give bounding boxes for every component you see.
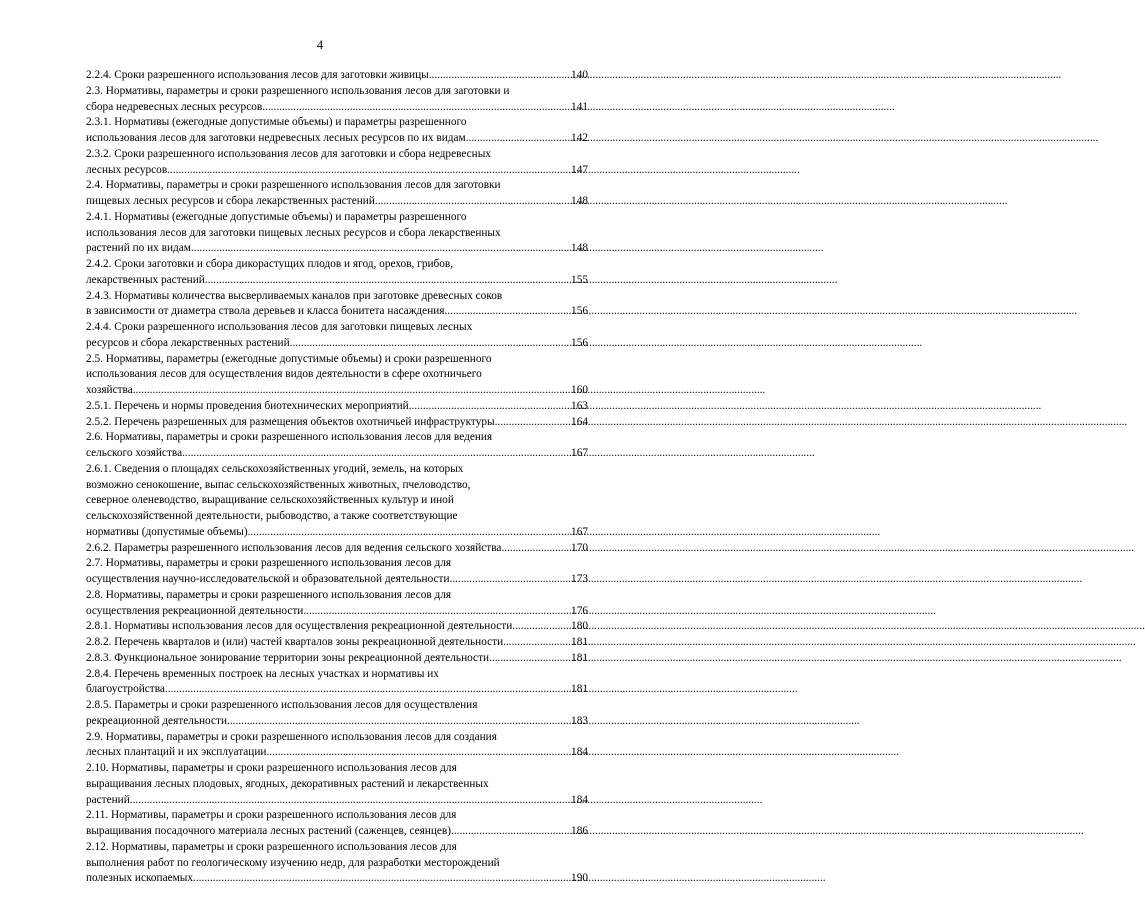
toc-entry xyxy=(86,588,588,620)
dot-leader xyxy=(193,871,571,887)
toc-entry-text-line: осуществления рекреационной деятельности xyxy=(86,604,304,617)
toc-page-number: 181 xyxy=(571,683,588,696)
dot-leader xyxy=(262,100,571,116)
toc-entry xyxy=(86,320,588,352)
toc-entry-final-line xyxy=(86,415,588,431)
toc-entry-final-line xyxy=(86,399,588,415)
toc-entry-final-line xyxy=(86,619,588,635)
toc-entry-text-line: выполнения работ по геологическому изучению недр, для разработки месторождений xyxy=(86,856,500,869)
toc-entry-final-line xyxy=(86,745,588,761)
dot-leader xyxy=(512,619,571,635)
toc-entry-text-line: ресурсов и сбора лекарственных растений xyxy=(86,336,290,349)
table-of-contents xyxy=(86,68,588,887)
toc-page-number: 155 xyxy=(571,273,588,286)
toc-entry-text-line: 2.10. Нормативы, параметры и сроки разрешенного использования лесов для xyxy=(86,762,457,774)
toc-entry-text-line: 2.12. Нормативы, параметры и сроки разрешенного использования лесов для xyxy=(86,840,457,853)
dot-leader xyxy=(266,745,571,761)
dot-leader xyxy=(409,399,571,415)
dot-leader xyxy=(451,824,571,840)
toc-page-number: 160 xyxy=(571,384,588,396)
dot-leader xyxy=(429,68,571,84)
toc-entry-text-line: выращивания посадочного материала лесных растений (саженцев, сеянцев) xyxy=(86,825,452,837)
toc-page-number: 148 xyxy=(571,195,588,207)
toc-entry-text-line: лекарственных растений xyxy=(86,273,205,286)
page-number: 4 xyxy=(316,38,324,52)
toc-entry-text-line: 2.4.2. Сроки заготовки и сбора дикорастущих плодов и ягод, орехов, грибов, xyxy=(86,258,454,270)
toc-entry-text-line: пищевых лесных ресурсов и сбора лекарственных растений xyxy=(86,195,375,207)
toc-entry-text-line: сельскохозяйственной деятельности, рыбоводство, а также соответствующие xyxy=(86,510,458,522)
toc-entry xyxy=(86,352,588,399)
toc-entry xyxy=(86,667,588,699)
toc-page-number: 167 xyxy=(571,447,588,459)
toc-entry-final-line xyxy=(86,793,588,809)
toc-page-number: 184 xyxy=(571,793,588,806)
toc-page-number: 176 xyxy=(571,604,588,617)
toc-entry-text-line: 2.3. Нормативы, параметры и сроки разрешенного использования лесов для заготовки и xyxy=(86,84,510,97)
toc-page-number: 181 xyxy=(571,651,588,664)
toc-page-number: 167 xyxy=(571,525,588,538)
toc-page-number: 181 xyxy=(571,636,588,648)
toc-entry xyxy=(86,84,588,116)
toc-entry-text-line: 2.3.2. Сроки разрешенного использования лесов для заготовки и сбора недревесных xyxy=(86,147,491,160)
toc-entry-text-line: растений по их видам xyxy=(86,242,191,255)
toc-entry-text-line: хозяйства xyxy=(86,384,133,396)
toc-entry xyxy=(86,840,588,887)
toc-page-number: 164 xyxy=(571,415,588,428)
toc-entry-text-line: лесных плантаций и их эксплуатации xyxy=(86,746,267,759)
toc-entry xyxy=(86,178,588,210)
toc-entry-text-line: 2.6. Нормативы, параметры и сроки разрешенного использования лесов для ведения xyxy=(86,431,493,444)
dot-leader xyxy=(133,383,571,399)
toc-entry-final-line xyxy=(86,871,588,887)
toc-entry-final-line xyxy=(86,635,588,651)
toc-entry-final-line xyxy=(86,383,588,399)
toc-entry xyxy=(86,651,588,667)
toc-entry-text-line: 2.4.4. Сроки разрешенного использования лесов для заготовки пищевых лесных xyxy=(86,321,473,333)
dot-leader xyxy=(191,241,571,257)
toc-page-number: 141 xyxy=(571,100,588,113)
toc-entry xyxy=(86,698,588,730)
toc-entry xyxy=(86,541,588,557)
dot-leader xyxy=(165,682,571,698)
dot-leader xyxy=(466,131,571,147)
toc-entry-text-line: 2.8.5. Параметры и сроки разрешенного использования лесов для осуществления xyxy=(86,699,478,711)
toc-entry xyxy=(86,399,588,415)
toc-page-number: 148 xyxy=(571,242,588,255)
toc-entry-text-line: в зависимости от диаметра ствола деревьев и класса бонитета насаждения xyxy=(86,305,445,318)
toc-entry-text-line: 2.9. Нормативы, параметры и сроки разрешенного использования лесов для создания xyxy=(86,730,497,743)
toc-entry xyxy=(86,115,588,147)
toc-entry-text-line: 2.6.2. Параметры разрешенного использования лесов для ведения сельского хозяйства xyxy=(86,541,502,554)
dot-leader xyxy=(489,651,571,667)
toc-entry-text-line: 2.8.1. Нормативы использования лесов для осуществления рекреационной деятельности xyxy=(86,620,513,633)
dot-leader xyxy=(495,415,571,431)
toc-entry-final-line xyxy=(86,604,588,620)
toc-entry-text-line: 2.7. Нормативы, параметры и сроки разрешенного использования лесов для xyxy=(86,557,452,570)
toc-entry-text-line: 2.8. Нормативы, параметры и сроки разрешенного использования лесов для xyxy=(86,588,452,601)
dot-leader xyxy=(248,525,571,541)
dot-leader xyxy=(303,604,571,620)
dot-leader xyxy=(167,163,571,179)
toc-entry-text-line: полезных ископаемых xyxy=(86,872,193,885)
toc-entry-text-line: 2.2.4. Сроки разрешенного использования лесов для заготовки живицы xyxy=(86,69,429,81)
toc-page-number: 186 xyxy=(571,825,588,837)
toc-page-number: 170 xyxy=(571,541,588,554)
toc-entry-text-line: возможно сенокошение, выпас сельскохозяйственных животных, пчеловодство, xyxy=(86,478,471,491)
dot-leader xyxy=(130,793,571,809)
dot-leader xyxy=(444,304,571,320)
toc-entry-text-line: 2.4. Нормативы, параметры и сроки разрешенного использования лесов для заготовки xyxy=(86,179,501,192)
toc-page-number: 190 xyxy=(571,872,588,885)
toc-entry-text-line: лесных ресурсов xyxy=(86,163,168,176)
toc-entry xyxy=(86,635,588,651)
toc-entry-text-line: нормативы (допустимые объемы) xyxy=(86,525,248,538)
toc-entry xyxy=(86,210,588,257)
toc-entry-final-line xyxy=(86,194,588,210)
toc-entry xyxy=(86,430,588,462)
toc-entry-text-line: благоустройства xyxy=(86,683,165,696)
toc-entry-text-line: 2.5.2. Перечень разрешенных для размещения объектов охотничьей инфраструктуры xyxy=(86,415,495,428)
toc-page-number: 173 xyxy=(571,573,588,585)
dot-leader xyxy=(290,336,571,352)
toc-entry-text-line: 2.8.4. Перечень временных построек на лесных участках и нормативы их xyxy=(86,667,439,680)
toc-page-number: 183 xyxy=(571,714,588,727)
toc-entry-final-line xyxy=(86,525,588,541)
toc-entry-final-line xyxy=(86,304,588,320)
toc-page-number: 147 xyxy=(571,163,588,176)
toc-entry-text-line: 2.11. Нормативы, параметры и сроки разрешенного использования лесов для xyxy=(86,809,457,822)
dot-leader xyxy=(205,273,571,289)
toc-entry-final-line xyxy=(86,572,588,588)
toc-entry-text-line: 2.5. Нормативы, параметры (ежегодные допустимые объемы) и сроки разрешенного xyxy=(86,352,492,365)
dot-leader xyxy=(227,714,571,730)
toc-entry xyxy=(86,68,588,84)
dot-leader xyxy=(450,572,572,588)
toc-entry-text-line: 2.8.2. Перечень кварталов и (или) частей кварталов зоны рекреационной деятельности xyxy=(86,636,504,648)
toc-entry-text-line: использования лесов для заготовки недревесных лесных ресурсов по их видам xyxy=(86,132,466,144)
toc-entry-final-line xyxy=(86,100,588,116)
toc-entry-final-line xyxy=(86,336,588,352)
dot-leader xyxy=(503,635,571,651)
toc-entry-final-line xyxy=(86,273,588,289)
toc-entry-final-line xyxy=(86,68,588,84)
toc-entry xyxy=(86,619,588,635)
toc-page-number: 156 xyxy=(571,305,588,318)
toc-entry-text-line: выращивания лесных плодовых, ягодных, декоративных растений и лекарственных xyxy=(86,777,489,790)
toc-entry-text-line: растений xyxy=(86,793,130,806)
toc-entry-text-line: северное оленеводство, выращивание сельскохозяйственных культур и иной xyxy=(86,494,454,507)
toc-entry-text-line: 2.5.1. Перечень и нормы проведения биотехнических мероприятий xyxy=(86,399,409,412)
toc-entry-text-line: 2.6.1. Сведения о площадях сельскохозяйственных угодий, земель, на которых xyxy=(86,462,464,475)
toc-entry-final-line xyxy=(86,682,588,698)
toc-page-number: 142 xyxy=(571,132,588,144)
toc-page-number: 163 xyxy=(571,399,588,412)
toc-entry xyxy=(86,289,588,321)
toc-entry-text-line: сбора недревесных лесных ресурсов xyxy=(86,100,263,113)
toc-entry-text-line: осуществления научно-исследовательской и образовательной деятельности xyxy=(86,573,450,585)
toc-entry xyxy=(86,730,588,762)
toc-entry-text-line: 2.4.3. Нормативы количества высверливаемых каналов при заготовке древесных соков xyxy=(86,289,503,302)
toc-entry xyxy=(86,808,588,840)
toc-page-number: 156 xyxy=(571,336,588,349)
toc-entry-final-line xyxy=(86,446,588,462)
dot-leader xyxy=(182,446,571,462)
toc-entry-final-line xyxy=(86,163,588,179)
toc-entry-text-line: использования лесов для осуществления видов деятельности в сфере охотничьего xyxy=(86,368,482,381)
toc-entry xyxy=(86,415,588,431)
toc-page-number: 180 xyxy=(571,620,588,633)
toc-page-number: 184 xyxy=(571,746,588,759)
toc-entry-final-line xyxy=(86,241,588,257)
toc-entry xyxy=(86,147,588,179)
toc-entry xyxy=(86,556,588,588)
toc-entry-final-line xyxy=(86,541,588,557)
dot-leader xyxy=(501,541,571,557)
toc-page-number: 140 xyxy=(571,69,588,81)
toc-entry-final-line xyxy=(86,651,588,667)
toc-entry-final-line xyxy=(86,824,588,840)
toc-entry-text-line: 2.4.1. Нормативы (ежегодные допустимые объемы) и параметры разрешенного xyxy=(86,210,467,223)
toc-entry xyxy=(86,257,588,289)
toc-entry-text-line: 2.8.3. Функциональное зонирование территории зоны рекреационной деятельности xyxy=(86,651,490,664)
dot-leader xyxy=(375,194,571,210)
toc-entry xyxy=(86,462,588,541)
toc-entry-final-line xyxy=(86,131,588,147)
toc-entry-text-line: 2.3.1. Нормативы (ежегодные допустимые объемы) и параметры разрешенного xyxy=(86,116,467,129)
toc-entry-final-line xyxy=(86,714,588,730)
toc-entry-text-line: рекреационной деятельности xyxy=(86,714,227,727)
toc-entry-text-line: сельского хозяйства xyxy=(86,447,183,459)
toc-entry xyxy=(86,761,588,808)
toc-entry-text-line: использования лесов для заготовки пищевых лесных ресурсов и сбора лекарственных xyxy=(86,226,501,239)
